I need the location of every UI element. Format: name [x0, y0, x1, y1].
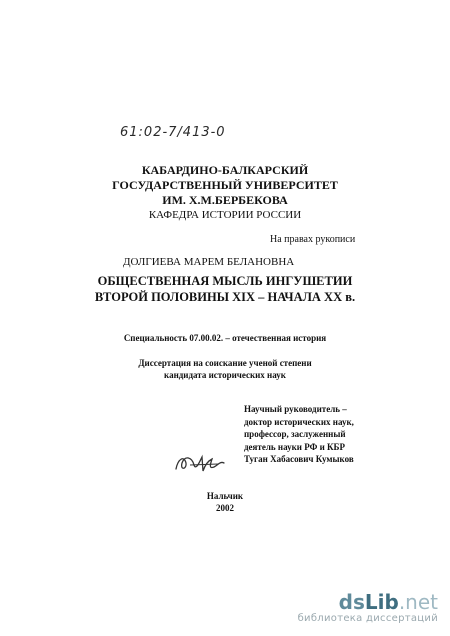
watermark-brand-net: .net — [398, 590, 438, 614]
university-line: ГОСУДАРСТВЕННЫЙ УНИВЕРСИТЕТ — [112, 178, 338, 192]
dslib-watermark — [298, 591, 438, 624]
rights-note: На правах рукописи — [270, 234, 356, 245]
department-name: КАФЕДРА ИСТОРИИ РОССИИ — [148, 209, 302, 221]
university-line: КАБАРДИНО-БАЛКАРСКИЙ — [141, 163, 309, 177]
watermark-brand — [298, 591, 438, 613]
city: Нальчик — [206, 491, 244, 501]
university-line: ИМ. Х.М.БЕРБЕКОВА — [162, 193, 288, 207]
specialty-line: Специальность 07.00.02. – отечественная история — [123, 333, 327, 343]
degree-line: кандидата исторических наук — [164, 370, 286, 380]
degree-line: Диссертация на соискание ученой степени — [138, 358, 312, 368]
supervisor-line: деятель науки РФ и КБР — [244, 441, 345, 452]
supervisor-line: Туган Хабасович Кумыков — [244, 454, 354, 464]
supervisor-line: доктор исторических наук, — [244, 416, 354, 427]
year: 2002 — [216, 503, 234, 513]
title-line: ВТОРОЙ ПОЛОВИНЫ XIX – НАЧАЛА XX в. — [94, 290, 356, 304]
archive-stamp: 61:02-7/413-0 — [120, 125, 226, 140]
supervisor-line: Научный руководитель – — [244, 404, 347, 414]
watermark-subtitle: библиотека диссертаций — [297, 613, 438, 624]
place-and-year — [0, 490, 450, 514]
supervisor-line: профессор, заслуженный — [244, 429, 346, 439]
dissertation-title — [0, 273, 450, 305]
degree-info — [0, 357, 450, 381]
watermark-brand-lib: Lib — [364, 590, 399, 614]
university-name — [0, 163, 450, 208]
watermark-brand-ds: ds — [338, 590, 365, 614]
signature-icon — [172, 449, 232, 477]
supervisor-block — [244, 403, 354, 466]
author-name: ДОЛГИЕВА МАРЕМ БЕЛАНОВНА — [123, 256, 295, 268]
title-line: ОБЩЕСТВЕННАЯ МЫСЛЬ ИНГУШЕТИИ — [97, 274, 353, 288]
